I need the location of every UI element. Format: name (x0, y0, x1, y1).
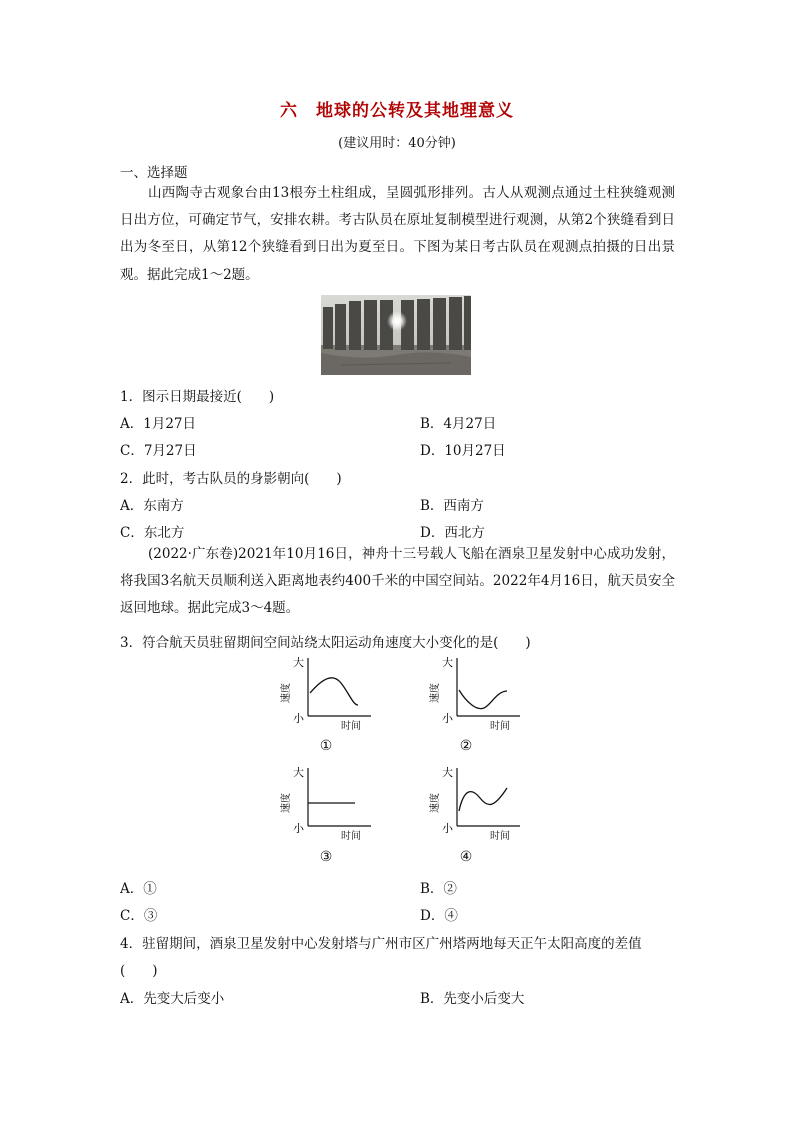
svg-text:大: 大 (293, 766, 304, 779)
svg-text:小: 小 (442, 712, 453, 725)
q2-option-c[interactable]: C．东北方 (120, 525, 185, 541)
suggested-time: (建议用时：40分钟) (338, 136, 456, 151)
question-2-stem: 2．此时，考古队员的身影朝向( ) (120, 471, 342, 487)
q4-option-b[interactable]: B．先变小后变大 (420, 991, 525, 1007)
q2-option-d[interactable]: D．西北方 (420, 525, 485, 541)
svg-text:大: 大 (442, 766, 453, 779)
speed-graph-3: 大 小 速度 时间 (281, 766, 361, 842)
speed-graph-2: 大 小 速度 时间 (430, 656, 510, 732)
section-heading: 一、选择题 (120, 165, 188, 181)
speed-graph-1 (283, 653, 373, 732)
graph-caption-3: ③ (319, 849, 333, 865)
question-3-stem: 3．符合航天员驻留期间空间站绕太阳运动角速度大小变化的是( ) (120, 635, 531, 651)
speed-graph-4: 大 小 速度 时间 (430, 766, 510, 842)
svg-text:小: 小 (293, 822, 304, 835)
svg-text:速度: 速度 (430, 793, 441, 813)
graph-caption-2: ② (459, 738, 473, 754)
q3-option-d[interactable]: D．④ (420, 908, 458, 924)
speed-curve-4 (459, 788, 507, 811)
speed-curve-2 (459, 690, 507, 709)
question-4-bracket: ( ) (120, 963, 158, 979)
svg-text:大: 大 (442, 656, 453, 669)
sunrise-photo (321, 295, 471, 375)
svg-text:小: 小 (442, 822, 453, 835)
q1-option-d[interactable]: D．10月27日 (420, 443, 506, 459)
passage-observatory: 山西陶寺古观象台由13根夯土柱组成，呈圆弧形排列。古人从观测点通过土柱狭缝观测日出方位，可确定节气，安排农耕。考古队员在原址复制模型进行观测，从第2个狭缝看到日出为冬至日，从第12个狭缝看到日出为夏至日。下图为某日考古队员在观测点拍摄的日出景观。据此完成1～2题。 (120, 185, 675, 283)
q1-option-a[interactable]: A．1月27日 (120, 416, 197, 432)
q1-option-b[interactable]: B．4月27日 (420, 416, 497, 432)
graph-caption-4: ④ (459, 849, 473, 865)
graph-label-small: 小 (293, 712, 304, 725)
page-title: 六 地球的公转及其地理意义 (280, 101, 514, 121)
graph-caption-1: ① (319, 738, 333, 754)
q1-option-c[interactable]: C．7月27日 (120, 443, 197, 459)
graph-label-time: 时间 (341, 721, 361, 732)
q2-option-b[interactable]: B．西南方 (420, 498, 484, 514)
q3-option-c[interactable]: C．③ (120, 908, 158, 924)
svg-text:速度: 速度 (430, 683, 441, 703)
question-4-stem: 4．驻留期间，酒泉卫星发射中心发射塔与广州市区广州塔两地每天正午太阳高度的差值 (120, 936, 642, 952)
passage-shenzhou: (2022·广东卷)2021年10月16日，神舟十三号载人飞船在酒泉卫星发射中心成功发射，将我国3名航天员顺利送入距离地表约400千米的中国空间站。2022年4月16日，航天员安全返回地球。据此完成3～4题。 (120, 546, 675, 617)
q4-option-a[interactable]: A．先变大后变小 (120, 991, 225, 1007)
question-1-stem: 1．图示日期最接近( ) (120, 389, 275, 405)
q2-option-a[interactable]: A．东南方 (120, 498, 184, 514)
q3-option-b[interactable]: B．② (420, 881, 457, 897)
q3-option-a[interactable]: A．① (120, 881, 157, 897)
svg-text:速度: 速度 (281, 793, 292, 813)
graph-label-speed: 速度 (281, 683, 292, 703)
graph-label-big: 大 (293, 656, 304, 669)
speed-curve-1 (310, 678, 358, 705)
